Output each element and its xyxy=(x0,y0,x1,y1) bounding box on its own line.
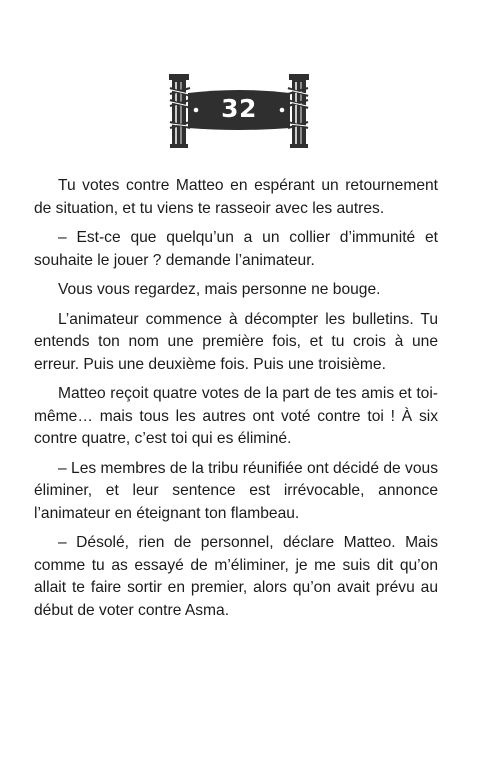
paragraph: Vous vous regardez, mais personne ne bouge. xyxy=(58,281,381,298)
chapter-header xyxy=(168,68,310,150)
chapter-number: 32 xyxy=(221,94,257,123)
paragraph: Matteo reçoit quatre votes de la part de tes amis et toi-même… mais tous les autres ont voté contre toi ! À six contre quatre, c’est toi qui es éliminé. xyxy=(34,385,438,447)
paragraph: – Les membres de la tribu réunifiée ont décidé de vous éliminer, et leur sentence est irrévocable, annonce l’animateur en éteignant ton flambeau. xyxy=(34,459,438,522)
paragraph: L’animateur commence à décompter les bulletins. Tu entends ton nom une première fois, et tu crois à une erreur. Puis une deuxième fois. Puis une troisième. xyxy=(34,310,438,373)
paragraph: Tu votes contre Matteo en espérant un retournement de situation, et tu viens te rasseoir avec les autres. xyxy=(34,177,438,217)
story-text xyxy=(34,175,438,629)
paragraph: – Désolé, rien de personnel, déclare Matteo. Mais comme tu as essayé de m’éliminer, je me suis dit qu’on allait te faire sortir en premier, alors qu’on avait prévu au début de voter contre Asma. xyxy=(34,534,438,619)
paragraph: – Est-ce que quelqu’un a un collier d’immunité et souhaite le jouer ? demande l’animateur. xyxy=(34,229,438,269)
